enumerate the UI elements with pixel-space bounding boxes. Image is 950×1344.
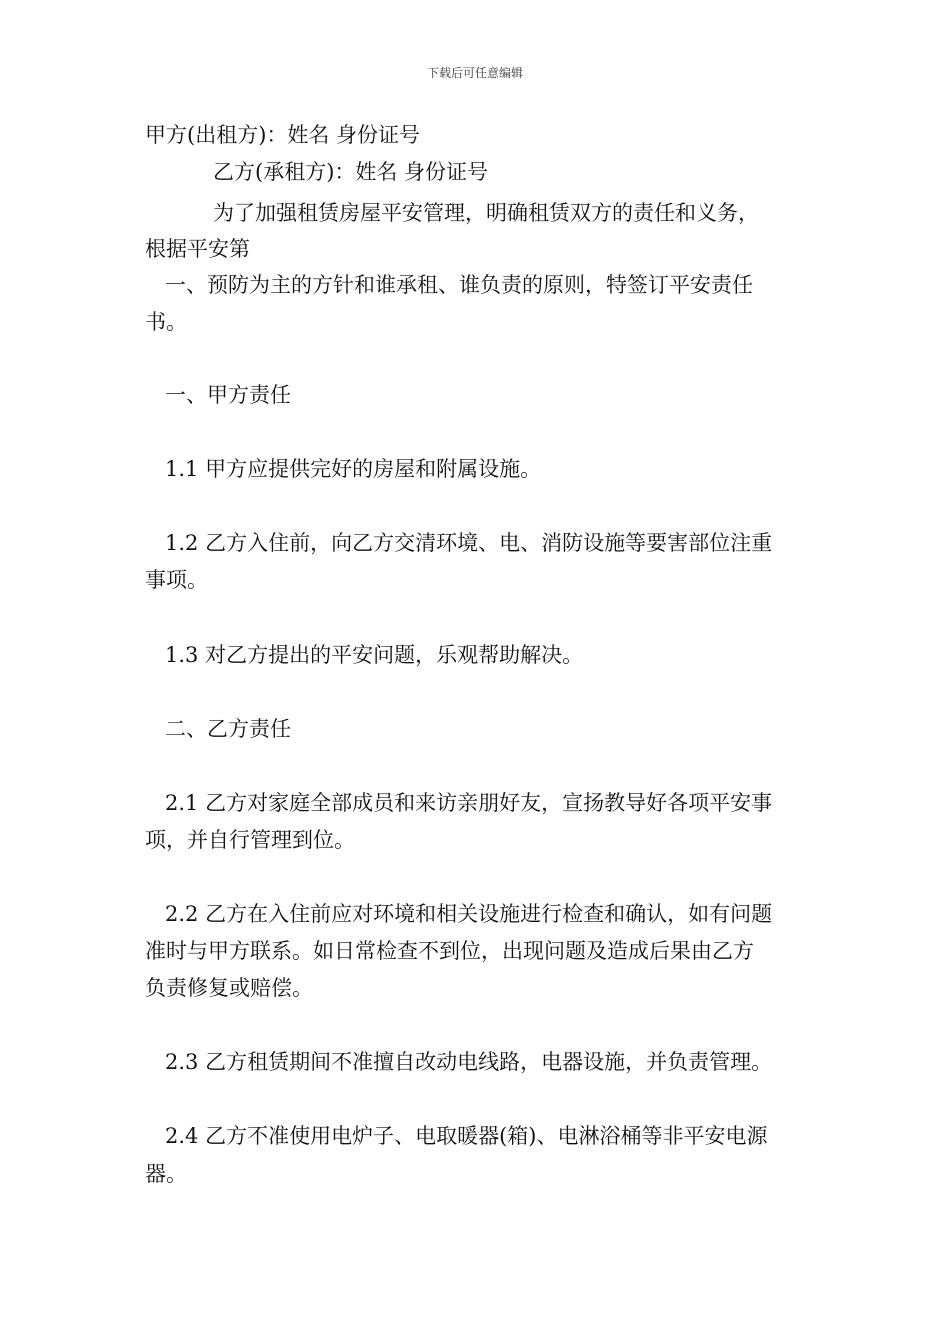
party-a-line: 甲方(出租方)：姓名 身份证号: [145, 123, 421, 147]
item-2-2-line-2: 准时与甲方联系。如日常检查不到位，出现问题及造成后果由乙方: [145, 939, 754, 963]
page-header-note: 下载后可任意编辑: [426, 66, 523, 80]
intro-line-2: 根据平安第: [145, 237, 250, 261]
item-1-3: 1.3 对乙方提出的平安问题，乐观帮助解决。: [165, 643, 584, 667]
party-b-line: 乙方(承租方)：姓名 身份证号: [213, 160, 489, 184]
item-2-4-line-2: 器。: [145, 1162, 187, 1186]
item-2-2-line-1: 2.2 乙方在入住前应对环境和相关设施进行检查和确认，如有问题: [165, 902, 773, 926]
intro-line-3: 一、预防为主的方针和谁承租、谁负责的原则，特签订平安责任: [165, 273, 753, 297]
item-1-2-line-2: 事项。: [145, 568, 208, 592]
section-1-title: 一、甲方责任: [165, 383, 291, 407]
section-2-title: 二、乙方责任: [165, 717, 291, 741]
intro-line-1: 为了加强租赁房屋平安管理，明确租赁双方的责任和义务，: [213, 201, 759, 225]
item-2-3: 2.3 乙方租赁期间不准擅自改动电线路，电器设施，并负责管理。: [165, 1050, 773, 1074]
intro-line-4: 书。: [145, 310, 187, 334]
item-2-1-line-1: 2.1 乙方对家庭全部成员和来访亲朋好友，宣扬教导好各项平安事: [165, 791, 773, 815]
item-1-2-line-1: 1.2 乙方入住前，向乙方交清环境、电、消防设施等要害部位注重: [165, 531, 773, 555]
item-1-1: 1.1 甲方应提供完好的房屋和附属设施。: [165, 457, 542, 481]
item-2-1-line-2: 项，并自行管理到位。: [145, 828, 355, 852]
item-2-4-line-1: 2.4 乙方不准使用电炉子、电取暖器(箱)、电淋浴桶等非平安电源: [165, 1124, 768, 1148]
item-2-2-line-3: 负责修复或赔偿。: [145, 976, 313, 1000]
